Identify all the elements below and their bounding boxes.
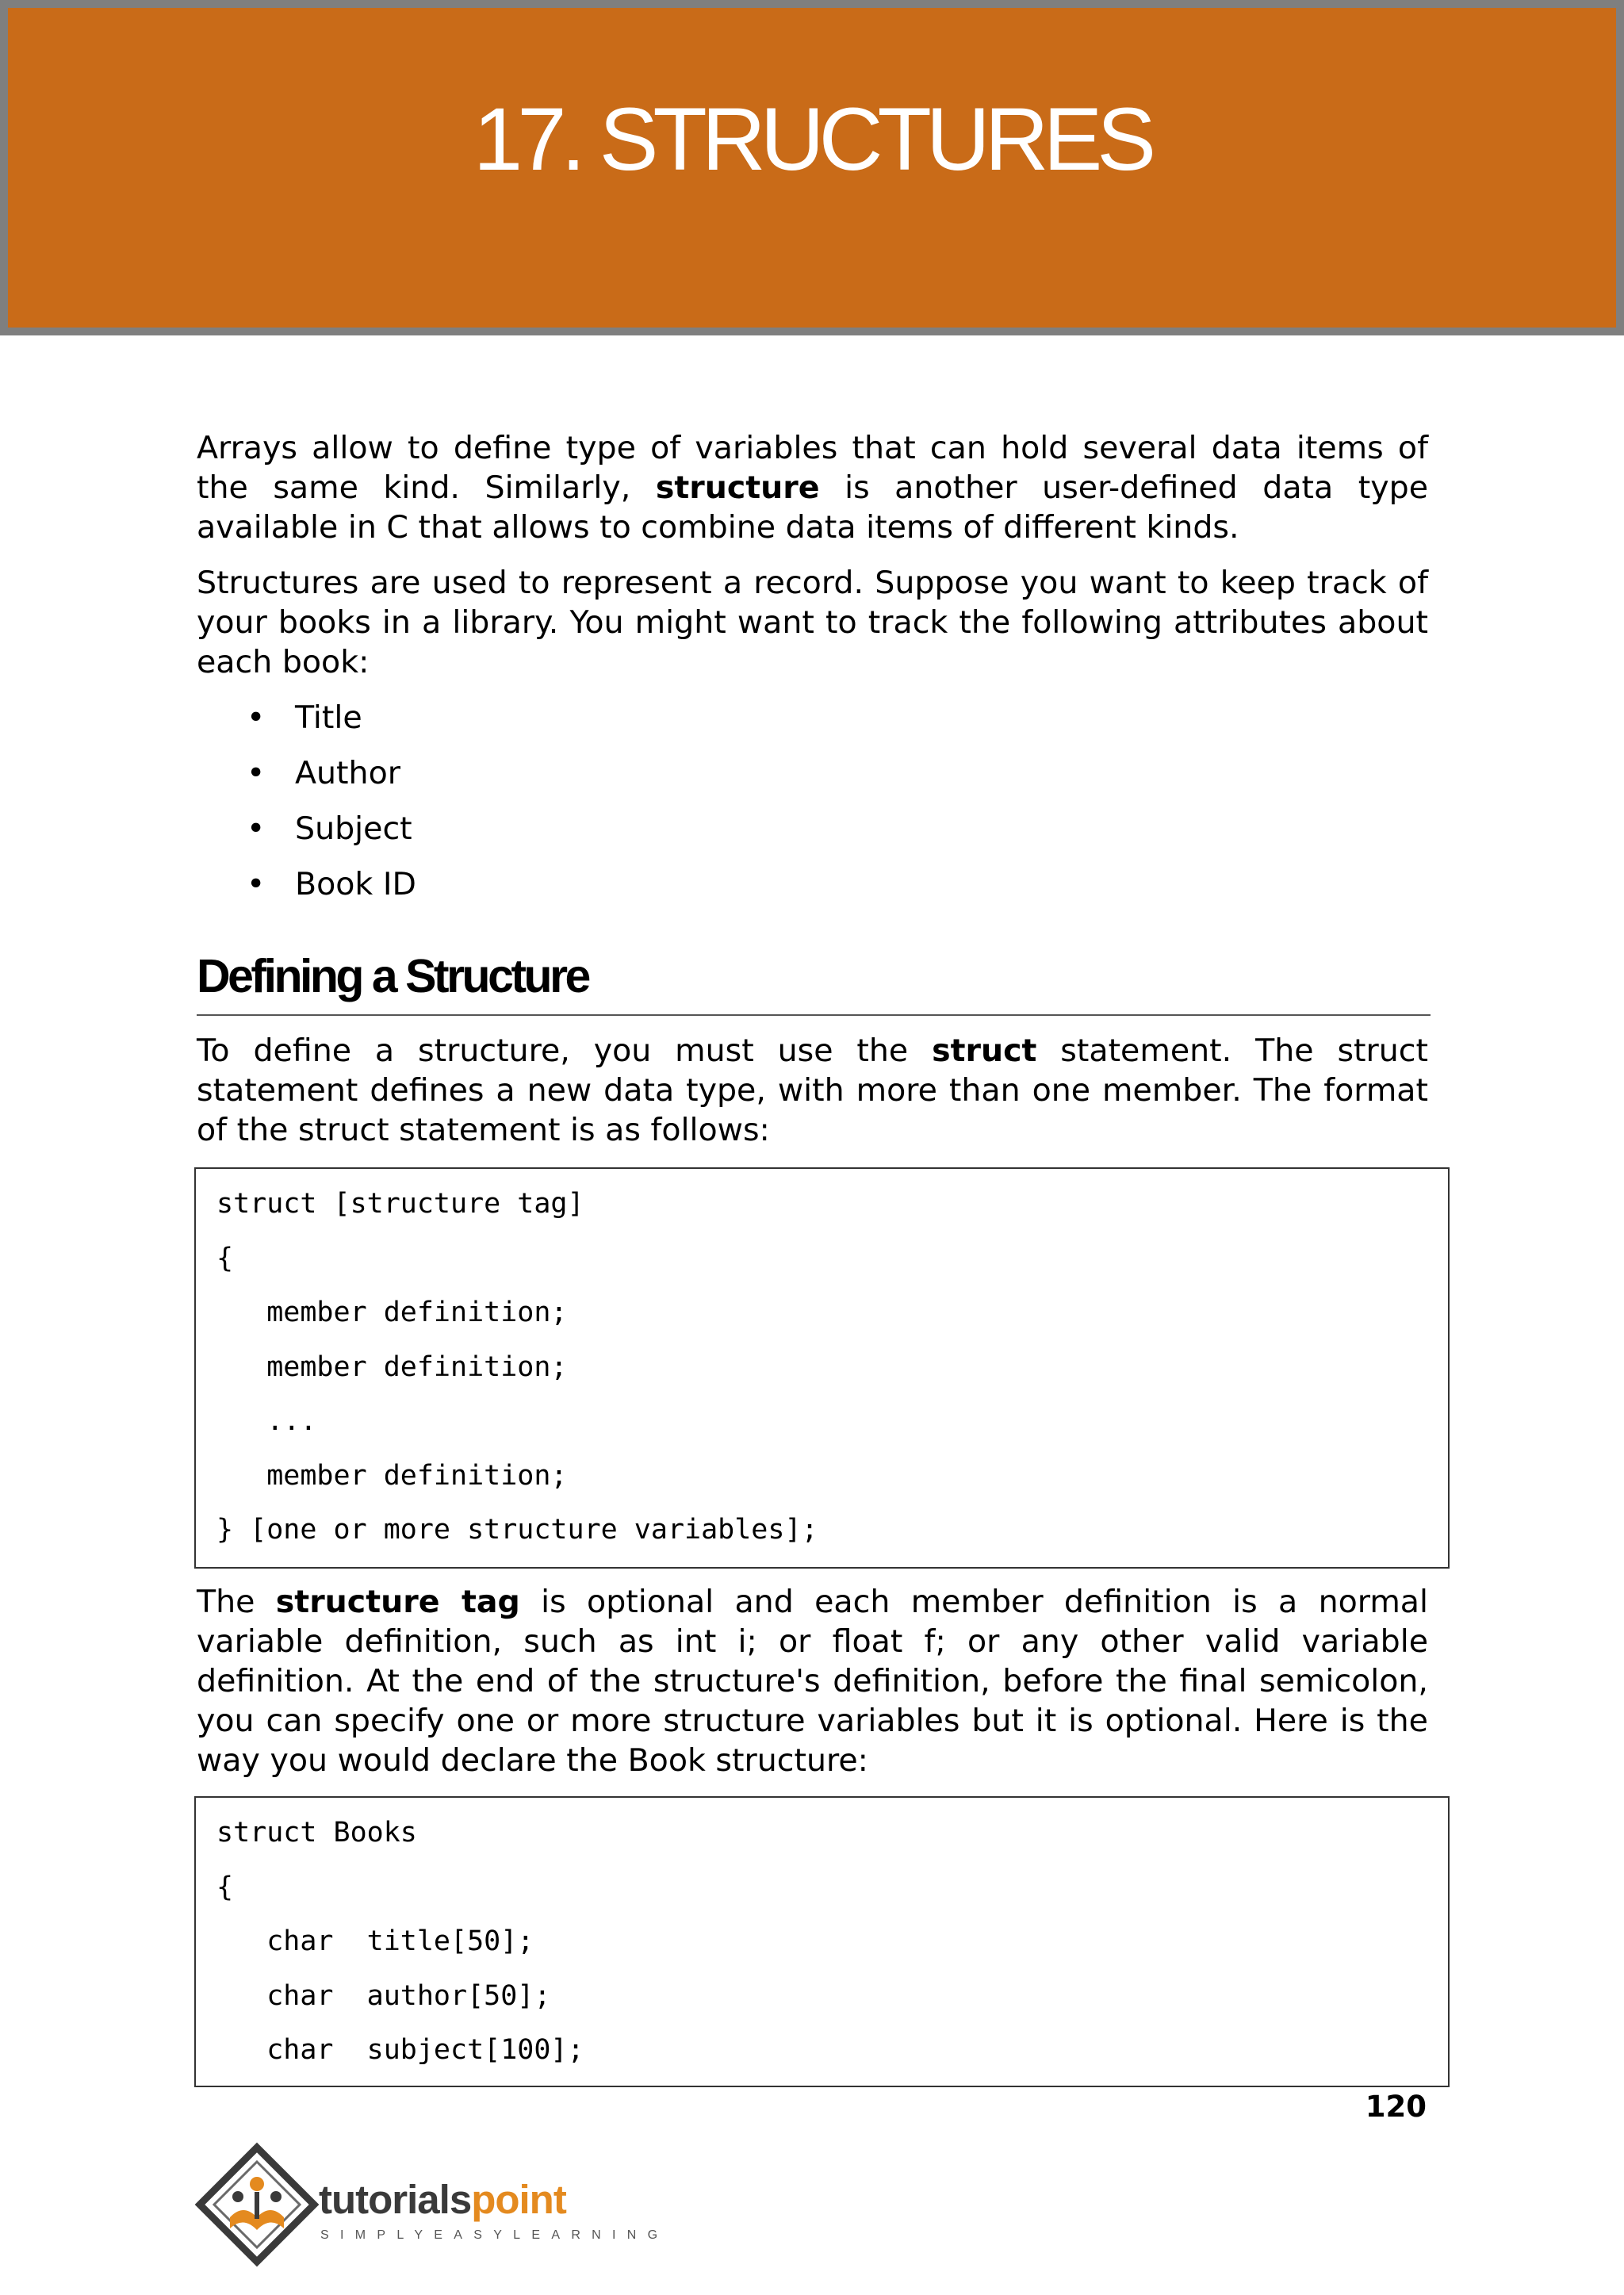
code-line: char author[50];	[216, 1980, 551, 2012]
section-body-1	[197, 1031, 1428, 1150]
tutorialspoint-logo	[193, 2141, 669, 2276]
code-line: member definition;	[216, 1460, 568, 1492]
intro-section-2	[197, 563, 1428, 682]
code-block-books	[194, 1796, 1450, 2087]
section-heading: Defining a Structure	[197, 953, 1431, 1016]
section-body-2	[197, 1582, 1428, 1780]
logo-wordmark: tutorialspoint	[319, 2177, 566, 2222]
logo-emblem-icon	[193, 2141, 324, 2276]
chapter-banner	[0, 0, 1624, 335]
structure-tag-paragraph: The structure tag is optional and each member definition is a normal variable definition, such as int i; or float f; or any other valid variable definition. At the end of the structure's definition, before the final semicolon, you can specify one or more structure variables but it is optional. Here is the way you would declare the Book structure:	[197, 1584, 1428, 1779]
code-line: struct Books	[216, 1817, 417, 1849]
code-line: } [one or more structure variables];	[216, 1514, 818, 1546]
page-number: 120	[1365, 2090, 1427, 2124]
struct-intro-paragraph: To define a structure, you must use the struct statement. The struct statement defines a new data type, with more than one member. The format of the struct statement is as follows:	[197, 1033, 1428, 1148]
code-line: member definition;	[216, 1297, 568, 1328]
code-line: member definition;	[216, 1351, 568, 1383]
code-line: char subject[100];	[216, 2034, 584, 2066]
code-block-format	[194, 1167, 1450, 1569]
code-line: {	[216, 1243, 234, 1274]
logo-tagline: SIMPLYEASYLEARNING	[320, 2228, 669, 2242]
code-line: ...	[216, 1405, 317, 1437]
code-line: char title[50];	[216, 1925, 534, 1957]
code-line: {	[216, 1872, 234, 1903]
code-line: struct [structure tag]	[216, 1188, 584, 1220]
intro-section	[197, 428, 1428, 547]
chapter-title: 17. STRUCTURES	[473, 90, 1151, 189]
intro-paragraph-2: Structures are used to represent a record. Suppose you want to keep track of your books in a library. You might want to track the following attributes about each book:	[197, 565, 1428, 680]
intro-paragraph-1: Arrays allow to define type of variables that can hold several data items of the same kind. Similarly, structure is another user-defined data type available in C that allows to combine data items of different kinds.	[197, 430, 1429, 546]
